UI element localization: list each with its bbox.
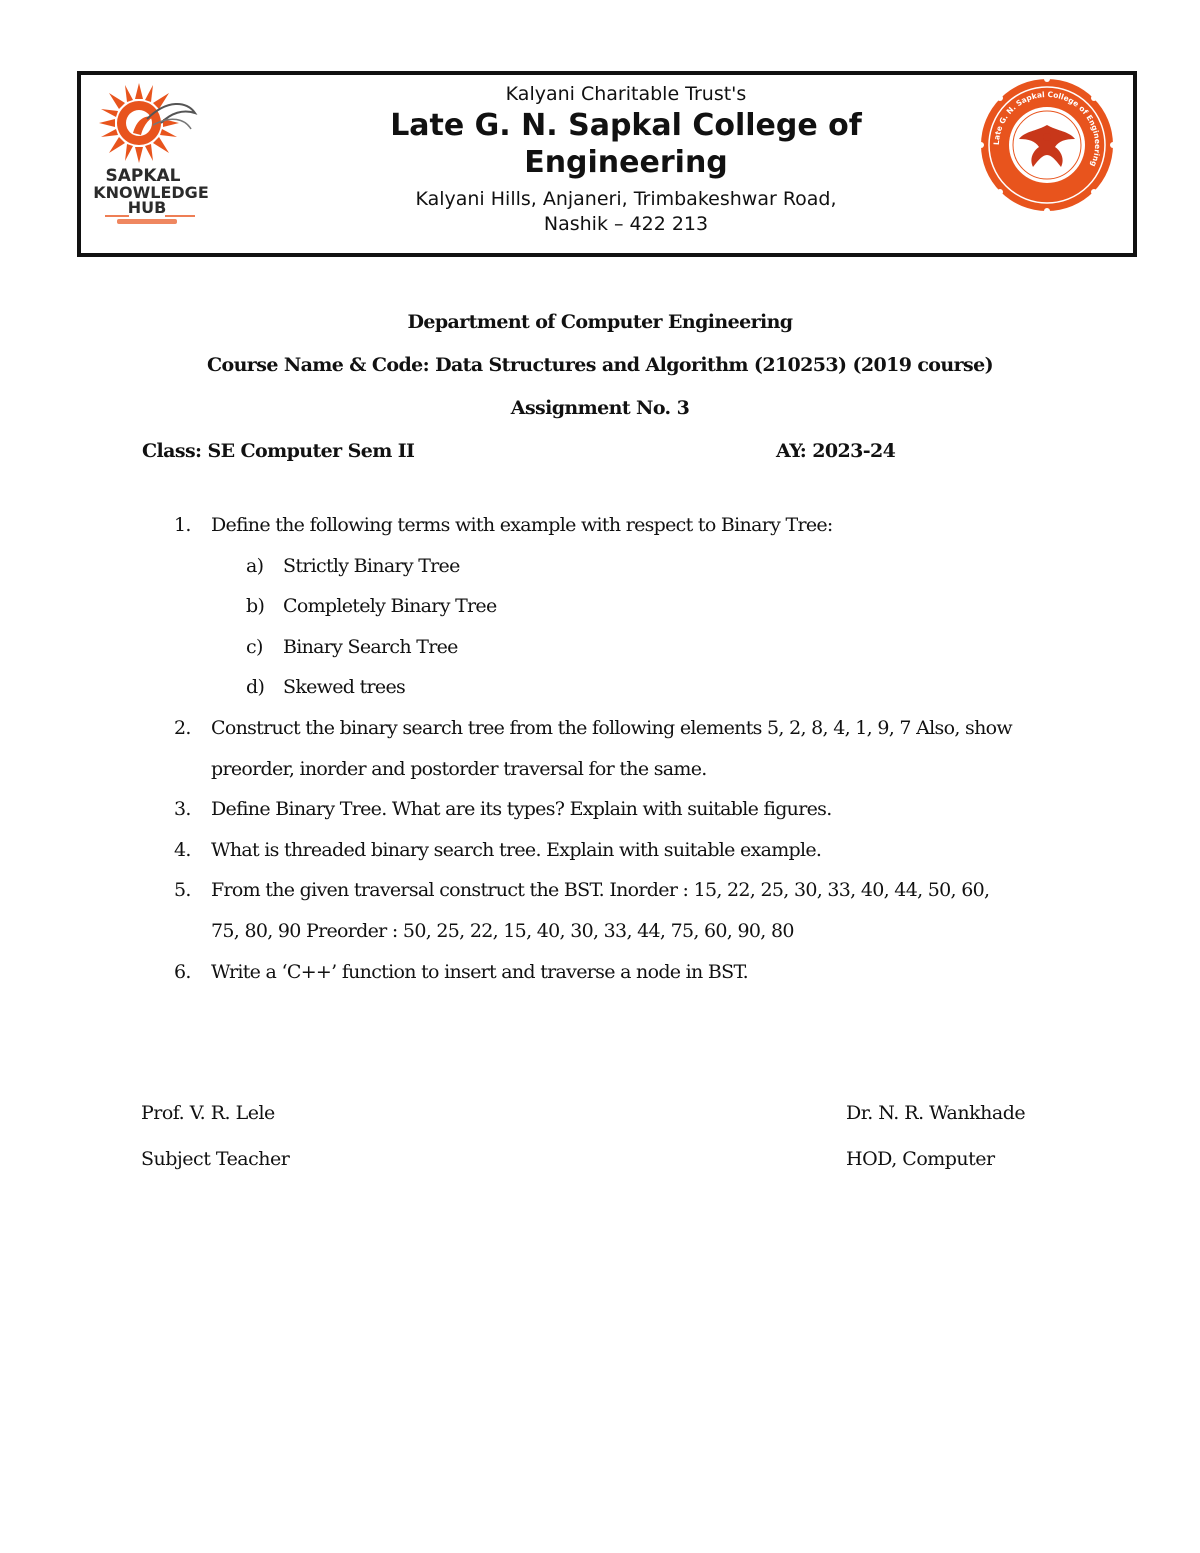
trust-name: Kalyani Charitable Trust's bbox=[505, 83, 747, 105]
question-item bbox=[174, 870, 1074, 951]
question-number: 2. bbox=[174, 716, 191, 739]
letterhead-box bbox=[77, 71, 1137, 257]
sub-item-label: d) bbox=[246, 676, 265, 699]
college-name-line1: Late G. N. Sapkal College of bbox=[390, 108, 862, 143]
sub-item bbox=[174, 627, 1074, 668]
sub-item bbox=[174, 546, 1074, 587]
question-text-continued: preorder, inorder and postorder traversal for the same. bbox=[211, 757, 707, 780]
letterhead-text bbox=[351, 81, 901, 237]
question-text: Define Binary Tree. What are its types? Explain with suitable figures. bbox=[211, 798, 832, 821]
question-item bbox=[174, 789, 1074, 830]
logo-text-sapkal: SAPKAL bbox=[105, 166, 181, 186]
question-number: 3. bbox=[174, 798, 191, 821]
question-number: 1. bbox=[174, 514, 191, 536]
question-text: What is threaded binary search tree. Explain with suitable example. bbox=[211, 838, 822, 861]
teacher-role: Subject Teacher bbox=[141, 1148, 290, 1170]
sub-item bbox=[174, 667, 1074, 708]
hod-role: HOD, Computer bbox=[846, 1148, 995, 1170]
teacher-name: Prof. V. R. Lele bbox=[141, 1102, 275, 1124]
class-label: Class: SE Computer Sem II bbox=[142, 440, 415, 462]
sub-item bbox=[174, 586, 1074, 627]
signature-left bbox=[141, 1090, 289, 1182]
question-list bbox=[174, 505, 1074, 992]
seal-ring-text: Late G. N. Sapkal College of Engineering bbox=[991, 89, 1103, 169]
question-item bbox=[174, 952, 1074, 993]
sub-item-label: c) bbox=[246, 635, 263, 658]
sub-item-text: Completely Binary Tree bbox=[283, 595, 497, 618]
sub-item-text: Strictly Binary Tree bbox=[283, 554, 460, 577]
course-title: Course Name & Code: Data Structures and Algorithm (210253) (2019 course) bbox=[207, 354, 993, 376]
logo-text-hub: HUB bbox=[127, 198, 167, 217]
sub-item-label: b) bbox=[246, 595, 265, 618]
question-item bbox=[174, 708, 1074, 789]
sun-bird-icon bbox=[87, 79, 217, 229]
question-item bbox=[174, 505, 1074, 546]
address-line1: Kalyani Hills, Anjaneri, Trimbakeshwar Road, bbox=[415, 188, 837, 210]
logo-text-knowledge: KNOWLEDGE bbox=[93, 183, 209, 202]
sapkal-knowledge-hub-logo bbox=[87, 79, 217, 229]
question-number: 4. bbox=[174, 838, 191, 861]
question-text: From the given traversal construct the BST. Inorder : 15, 22, 25, 30, 33, 40, 44, 50, 60, bbox=[211, 879, 990, 902]
question-text: Construct the binary search tree from the following elements 5, 2, 8, 4, 1, 9, 7 Also, show bbox=[211, 716, 1012, 739]
sub-item-label: a) bbox=[246, 554, 264, 577]
address-line2: Nashik – 422 213 bbox=[543, 213, 709, 235]
question-number: 5. bbox=[174, 879, 191, 902]
department-title: Department of Computer Engineering bbox=[407, 311, 793, 333]
question-text-continued: 75, 80, 90 Preorder : 50, 25, 22, 15, 40, 30, 33, 44, 75, 60, 90, 80 bbox=[211, 919, 794, 942]
college-seal-icon bbox=[977, 75, 1117, 215]
college-name-line2: Engineering bbox=[524, 145, 728, 180]
signature-right bbox=[846, 1090, 1025, 1182]
sub-item-text: Skewed trees bbox=[283, 676, 406, 699]
question-text: Define the following terms with example with respect to Binary Tree: bbox=[211, 514, 833, 536]
question-item bbox=[174, 830, 1074, 871]
hod-name: Dr. N. R. Wankhade bbox=[846, 1102, 1026, 1124]
academic-year-label: AY: 2023-24 bbox=[776, 440, 896, 462]
assignment-title: Assignment No. 3 bbox=[510, 397, 690, 419]
question-text: Write a ‘C++’ function to insert and traverse a node in BST. bbox=[211, 960, 749, 983]
college-seal-logo bbox=[977, 75, 1117, 215]
sub-item-text: Binary Search Tree bbox=[283, 635, 458, 658]
question-number: 6. bbox=[174, 960, 191, 983]
